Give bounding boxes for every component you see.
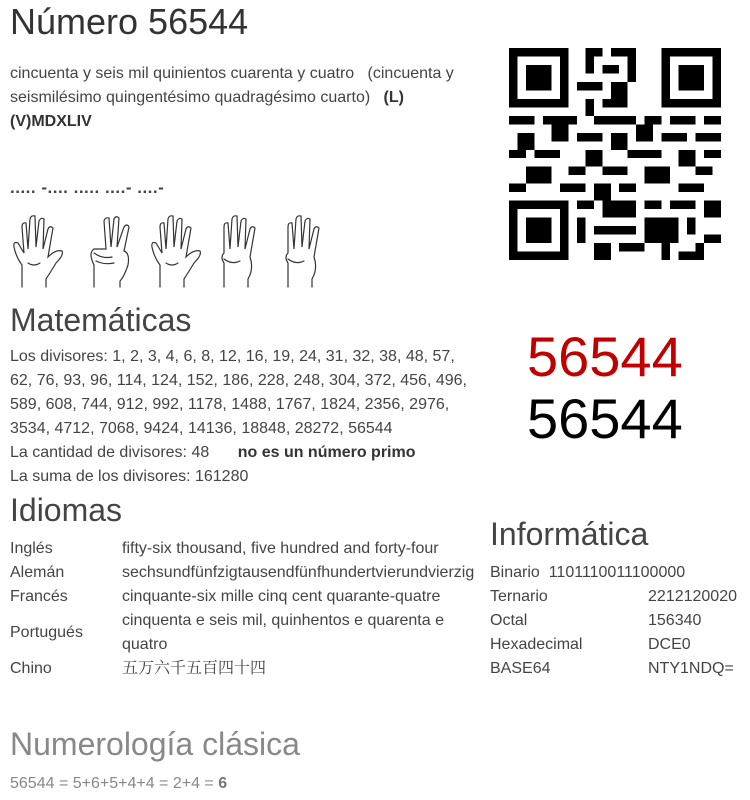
table-row bbox=[490, 633, 737, 657]
table-row bbox=[490, 585, 737, 609]
math-section bbox=[10, 345, 475, 489]
table-row bbox=[10, 609, 475, 657]
base-label: Binario bbox=[490, 564, 540, 581]
roman-numeral: (L)(V)MDXLIV bbox=[10, 89, 404, 130]
hand-four-icon bbox=[212, 213, 268, 289]
divisor-count-line bbox=[10, 441, 475, 465]
divisors-line bbox=[10, 345, 475, 441]
language-name: Alemán bbox=[10, 564, 65, 581]
big-number-red: 56544 bbox=[527, 325, 683, 388]
hand-four-icon bbox=[276, 213, 332, 289]
ordinal-words: (cincuenta y seismilésimo quingentésimo quadragésimo cuarto) bbox=[10, 65, 454, 106]
base-value: NTY1NDQ= bbox=[648, 660, 734, 677]
numerology-expression: 56544 = 5+6+5+4+4 = 2+4 = bbox=[10, 775, 214, 792]
base-value: 2212120020 bbox=[648, 588, 737, 605]
cardinal-words: cincuenta y seis mil quinientos cuarenta y cuatro bbox=[10, 65, 355, 82]
table-row bbox=[10, 585, 475, 609]
table-row bbox=[10, 657, 475, 681]
hand-five-icon bbox=[148, 213, 204, 289]
base-value: 1101110011100000 bbox=[548, 564, 686, 581]
language-text: fifty-six thousand, five hundred and forty-four bbox=[122, 540, 439, 557]
informatica-table bbox=[490, 561, 737, 681]
numerology-formula bbox=[10, 772, 227, 796]
language-text: cinquante-six mille cinq cent quarante-quatre bbox=[122, 588, 441, 605]
base-label: BASE64 bbox=[490, 660, 551, 677]
languages-table bbox=[10, 537, 475, 681]
divisor-sum-line bbox=[10, 465, 475, 489]
language-name: Portugués bbox=[10, 624, 83, 641]
table-row bbox=[10, 537, 475, 561]
table-row bbox=[490, 561, 737, 585]
base-label: Ternario bbox=[490, 588, 548, 605]
divisor-sum-value: 161280 bbox=[194, 468, 249, 485]
language-name: Inglés bbox=[10, 540, 53, 557]
divisors-list: 1, 2, 3, 4, 6, 8, 12, 16, 19, 24, 31, 32, 38, 48, 57, 62, 76, 93, 96, 114, 124, 152, 186, 228, 248, 304, 372, 456, 496, 589, 608, 744, 912, 992, 1178, 1488, 1767, 1824, 2356, 2976, 3534, 4712, 7068, 9424, 14136, 18848, 28272, 56544 bbox=[10, 348, 467, 437]
base-value: 156340 bbox=[648, 612, 702, 629]
base-label: Octal bbox=[490, 612, 528, 629]
finger-count-hands bbox=[10, 213, 340, 291]
hand-six-icon bbox=[84, 213, 140, 289]
base-value: DCE0 bbox=[648, 636, 691, 653]
section-heading-idiomas: Idiomas bbox=[10, 492, 123, 528]
hand-five-icon bbox=[10, 213, 66, 289]
divisor-sum-label: La suma de los divisores: bbox=[10, 468, 191, 485]
qr-code-icon bbox=[509, 48, 721, 260]
language-text: cinquenta e seis mil, quinhentos e quarenta e quatro bbox=[122, 612, 444, 653]
page-title: Número 56544 bbox=[10, 1, 249, 42]
table-row bbox=[10, 561, 475, 585]
divisor-count-value: 48 bbox=[191, 444, 210, 461]
language-text: sechsundfünfzigtausendfünfhundertvierundvierzig bbox=[122, 564, 475, 581]
language-text: 五万六千五百四十四 bbox=[122, 660, 267, 677]
section-heading-numerologia: Numerología clásica bbox=[10, 726, 300, 762]
section-heading-matematicas: Matemáticas bbox=[10, 302, 192, 338]
morse-code: ..... -.... ..... ....- ....- bbox=[10, 178, 165, 197]
numerology-result: 6 bbox=[218, 775, 228, 792]
section-heading-informatica: Informática bbox=[490, 516, 649, 552]
language-name: Chino bbox=[10, 660, 52, 677]
table-row bbox=[490, 609, 737, 633]
table-row bbox=[490, 657, 737, 681]
language-name: Francés bbox=[10, 588, 68, 605]
number-in-words bbox=[10, 62, 470, 134]
base-label: Hexadecimal bbox=[490, 636, 583, 653]
prime-note: no es un número primo bbox=[237, 444, 416, 461]
divisors-label: Los divisores: bbox=[10, 348, 108, 365]
big-number-black: 56544 bbox=[527, 387, 683, 450]
divisor-count-label: La cantidad de divisores: bbox=[10, 444, 187, 461]
